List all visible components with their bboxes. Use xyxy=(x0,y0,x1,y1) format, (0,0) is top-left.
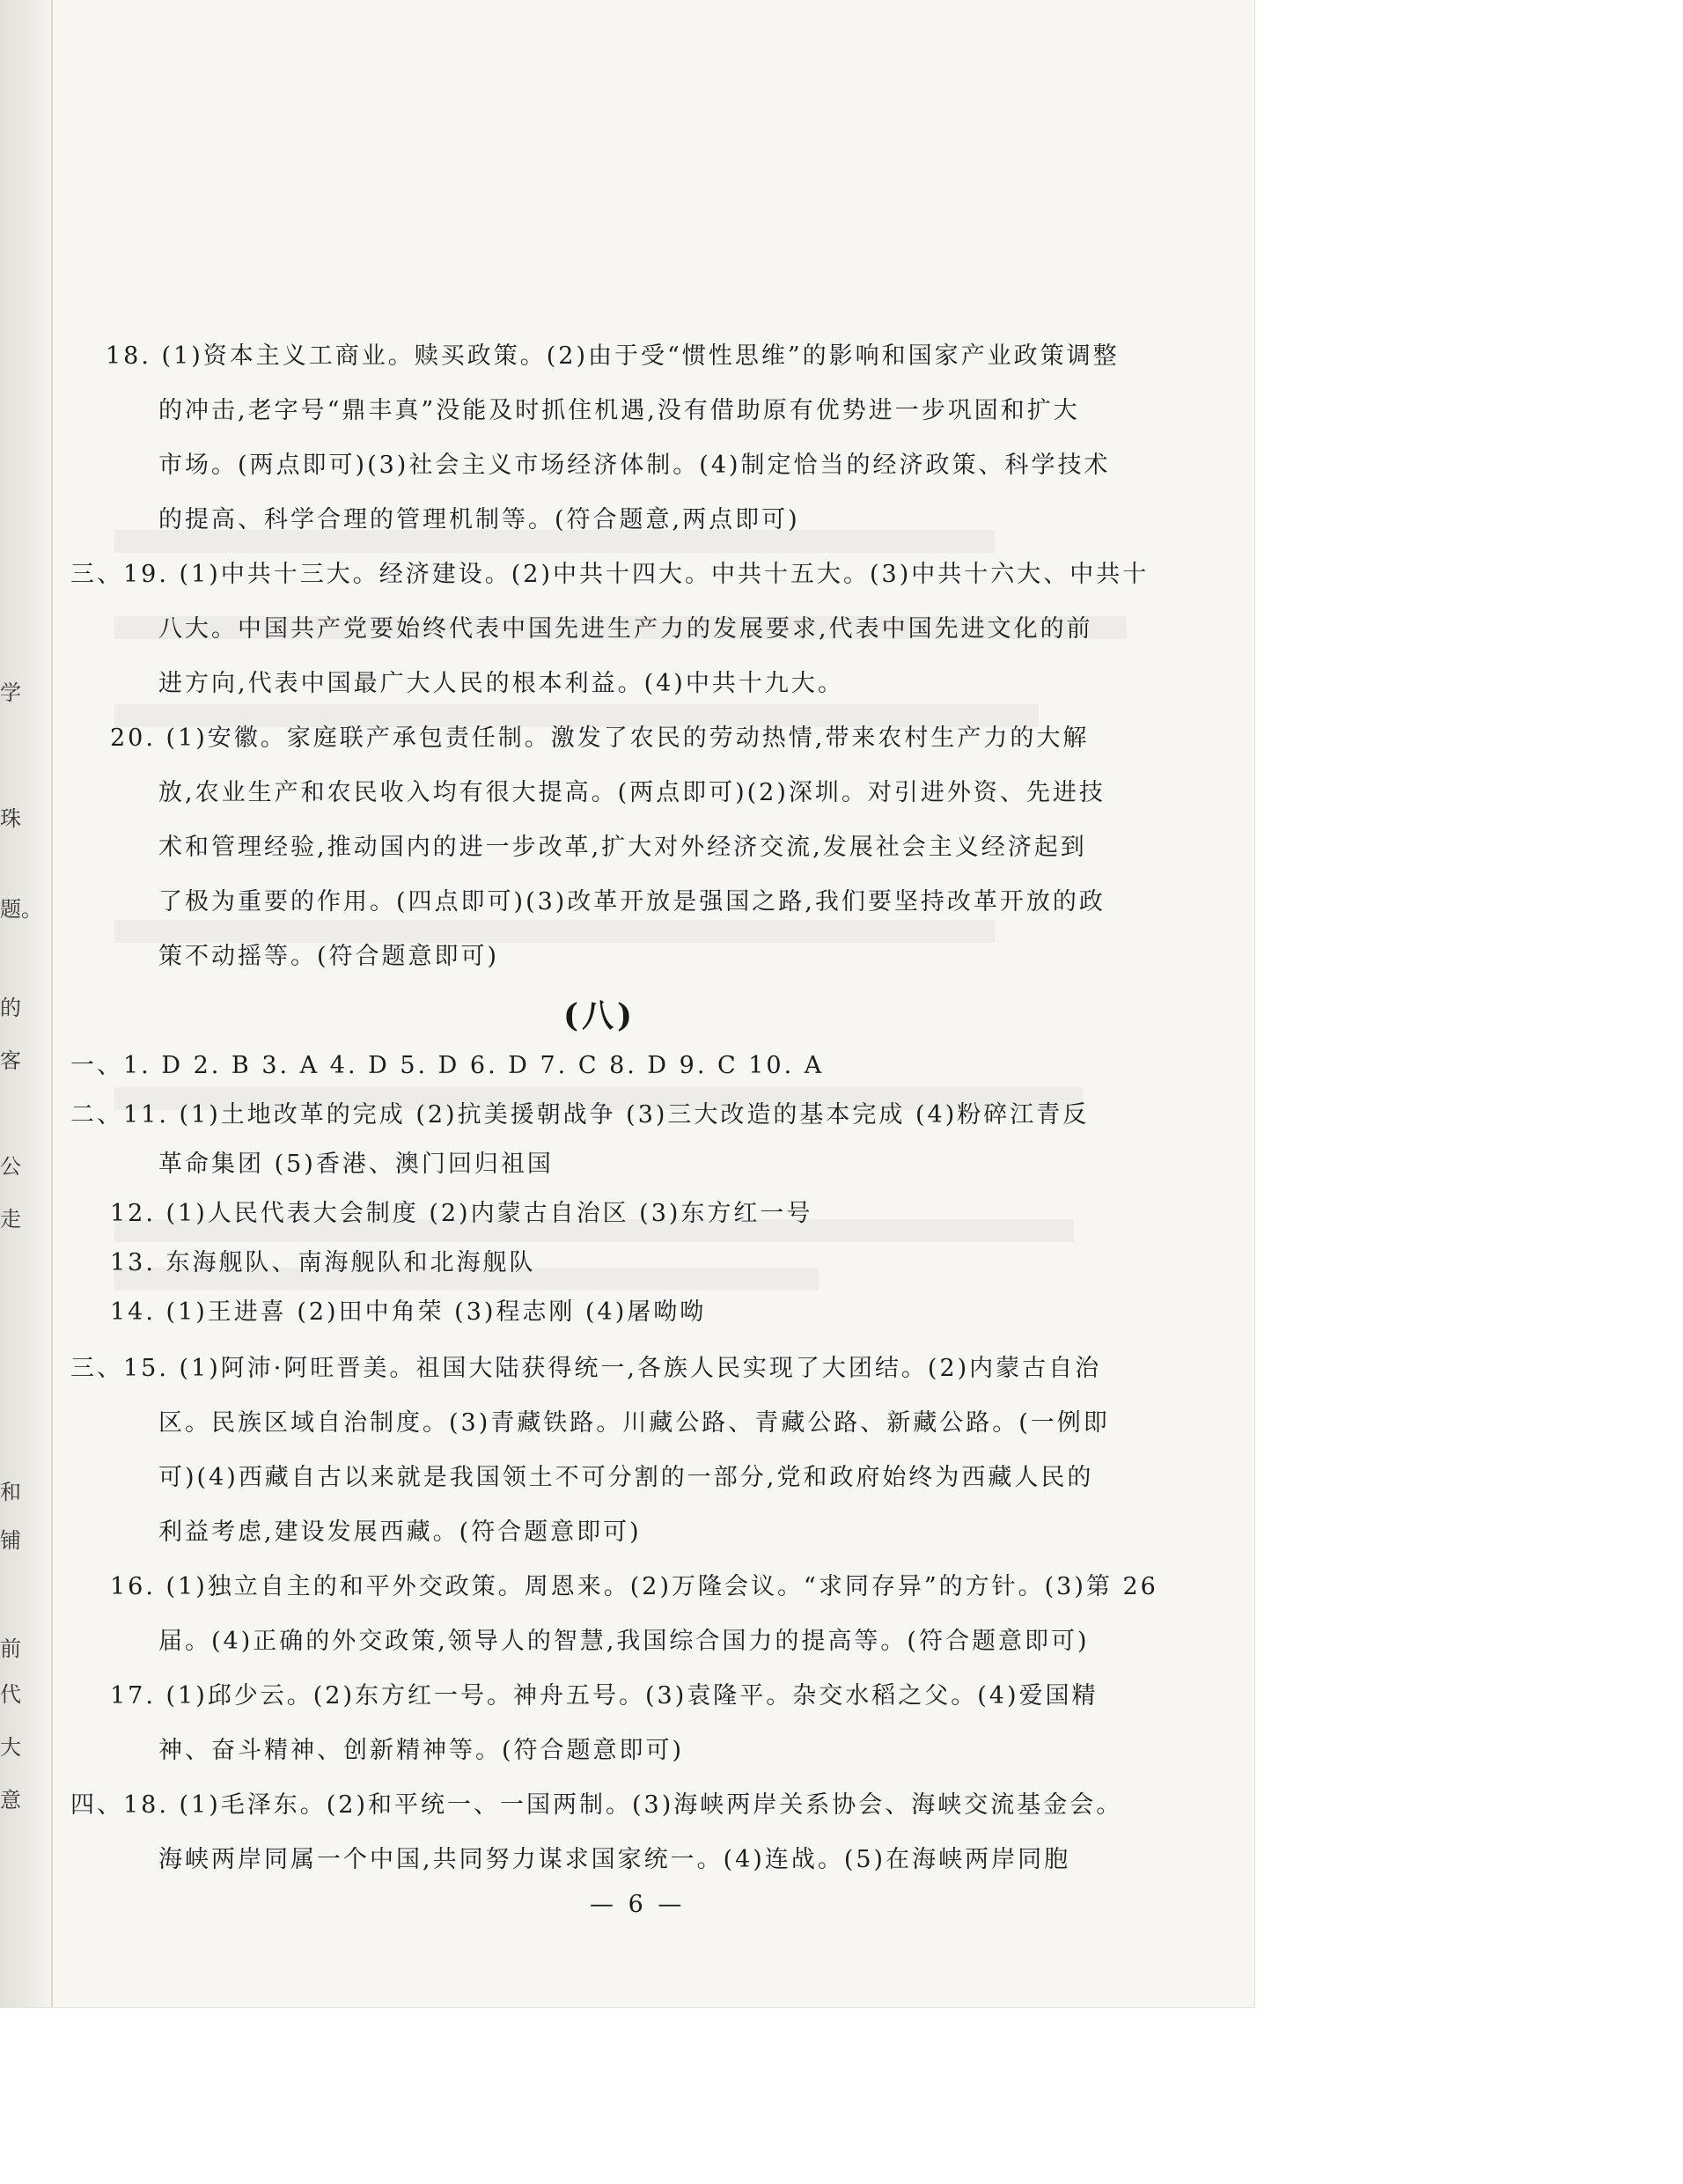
page-number: — 6 — xyxy=(590,1891,686,1918)
text-line: 一、1. D 2. B 3. A 4. D 5. D 6. D 7. C 8. D 9. C 10. A xyxy=(70,1052,825,1079)
section-heading: (八) xyxy=(563,997,636,1034)
margin-fragment: 珠 xyxy=(0,806,21,831)
text-line: 20. (1)安徽。家庭联产承包责任制。激发了农民的劳动热情,带来农村生产力的大解 xyxy=(110,724,1090,752)
text-line: 神、奋斗精神、创新精神等。(符合题意即可) xyxy=(158,1737,685,1764)
margin-fragment: 意 xyxy=(0,1788,21,1813)
text-line: 市场。(两点即可)(3)社会主义市场经济体制。(4)制定恰当的经济政策、科学技术 xyxy=(158,452,1111,479)
text-line: 17. (1)邱少云。(2)东方红一号。神舟五号。(3)袁隆平。杂交水稻之父。(4)爱国精 xyxy=(110,1682,1099,1710)
text-line: 二、11. (1)土地改革的完成 (2)抗美援朝战争 (3)三大改造的基本完成 (4)粉碎江青反 xyxy=(70,1101,1090,1129)
margin-fragment: 公 xyxy=(0,1154,21,1179)
bleed-through xyxy=(114,920,995,943)
text-line: 放,农业生产和农民收入均有很大提高。(两点即可)(2)深圳。对引进外资、先进技 xyxy=(158,779,1106,806)
margin-fragment: 的 xyxy=(0,996,21,1020)
text-line: 届。(4)正确的外交政策,领导人的智慧,我国综合国力的提高等。(符合题意即可) xyxy=(158,1628,1090,1655)
margin-fragment: 题。 xyxy=(0,897,42,922)
text-line: 的提高、科学合理的管理机制等。(符合题意,两点即可) xyxy=(158,506,800,533)
text-line: 区。民族区域自治制度。(3)青藏铁路。川藏公路、青藏公路、新藏公路。(一例即 xyxy=(158,1409,1110,1437)
margin-fragment: 和 xyxy=(0,1480,21,1504)
margin-fragment: 铺 xyxy=(0,1528,21,1553)
text-line: 术和管理经验,推动国内的进一步改革,扩大对外经济交流,发展社会主义经济起到 xyxy=(158,834,1087,861)
margin-fragment: 学 xyxy=(0,680,21,705)
margin-fragment: 前 xyxy=(0,1636,21,1661)
text-line: 13. 东海舰队、南海舰队和北海舰队 xyxy=(110,1249,536,1276)
text-line: 进方向,代表中国最广大人民的根本利益。(4)中共十九大。 xyxy=(158,670,844,697)
text-line: 12. (1)人民代表大会制度 (2)内蒙古自治区 (3)东方红一号 xyxy=(110,1200,813,1227)
text-line: 四、18. (1)毛泽东。(2)和平统一、一国两制。(3)海峡两岸关系协会、海峡交流基金会。 xyxy=(70,1791,1123,1819)
margin-fragment: 走 xyxy=(0,1207,21,1232)
text-line: 八大。中国共产党要始终代表中国先进生产力的发展要求,代表中国先进文化的前 xyxy=(158,615,1093,643)
margin-fragment: 客 xyxy=(0,1048,21,1073)
text-line: 了极为重要的作用。(四点即可)(3)改革开放是强国之路,我们要坚持改革开放的政 xyxy=(158,888,1106,916)
page-fold xyxy=(51,0,53,2007)
margin-fragment: 大 xyxy=(0,1735,21,1760)
text-line: 18. (1)资本主义工商业。赎买政策。(2)由于受“惯性思维”的影响和国家产业政策调整 xyxy=(106,342,1120,370)
text-line: 海峡两岸同属一个中国,共同努力谋求国家统一。(4)连战。(5)在海峡两岸同胞 xyxy=(158,1846,1071,1873)
text-line: 14. (1)王进喜 (2)田中角荣 (3)程志刚 (4)屠呦呦 xyxy=(110,1298,707,1326)
text-line: 可)(4)西藏自古以来就是我国领土不可分割的一部分,党和政府始终为西藏人民的 xyxy=(158,1464,1094,1491)
text-line: 利益考虑,建设发展西藏。(符合题意即可) xyxy=(158,1519,642,1546)
text-line: 革命集团 (5)香港、澳门回归祖国 xyxy=(158,1151,554,1178)
text-line: 的冲击,老字号“鼎丰真”没能及时抓住机遇,没有借助原有优势进一步巩固和扩大 xyxy=(158,397,1080,424)
text-line: 三、19. (1)中共十三大。经济建设。(2)中共十四大。中共十五大。(3)中共十六大、中共十 xyxy=(70,561,1150,588)
text-line: 16. (1)独立自主的和平外交政策。周恩来。(2)万隆会议。“求同存异”的方针。(3)第 26 xyxy=(110,1573,1158,1600)
margin-fragment: 代 xyxy=(0,1682,21,1707)
text-line: 策不动摇等。(符合题意即可) xyxy=(158,943,500,970)
text-line: 三、15. (1)阿沛·阿旺晋美。祖国大陆获得统一,各族人民实现了大团结。(2)内蒙古自治 xyxy=(70,1355,1102,1382)
